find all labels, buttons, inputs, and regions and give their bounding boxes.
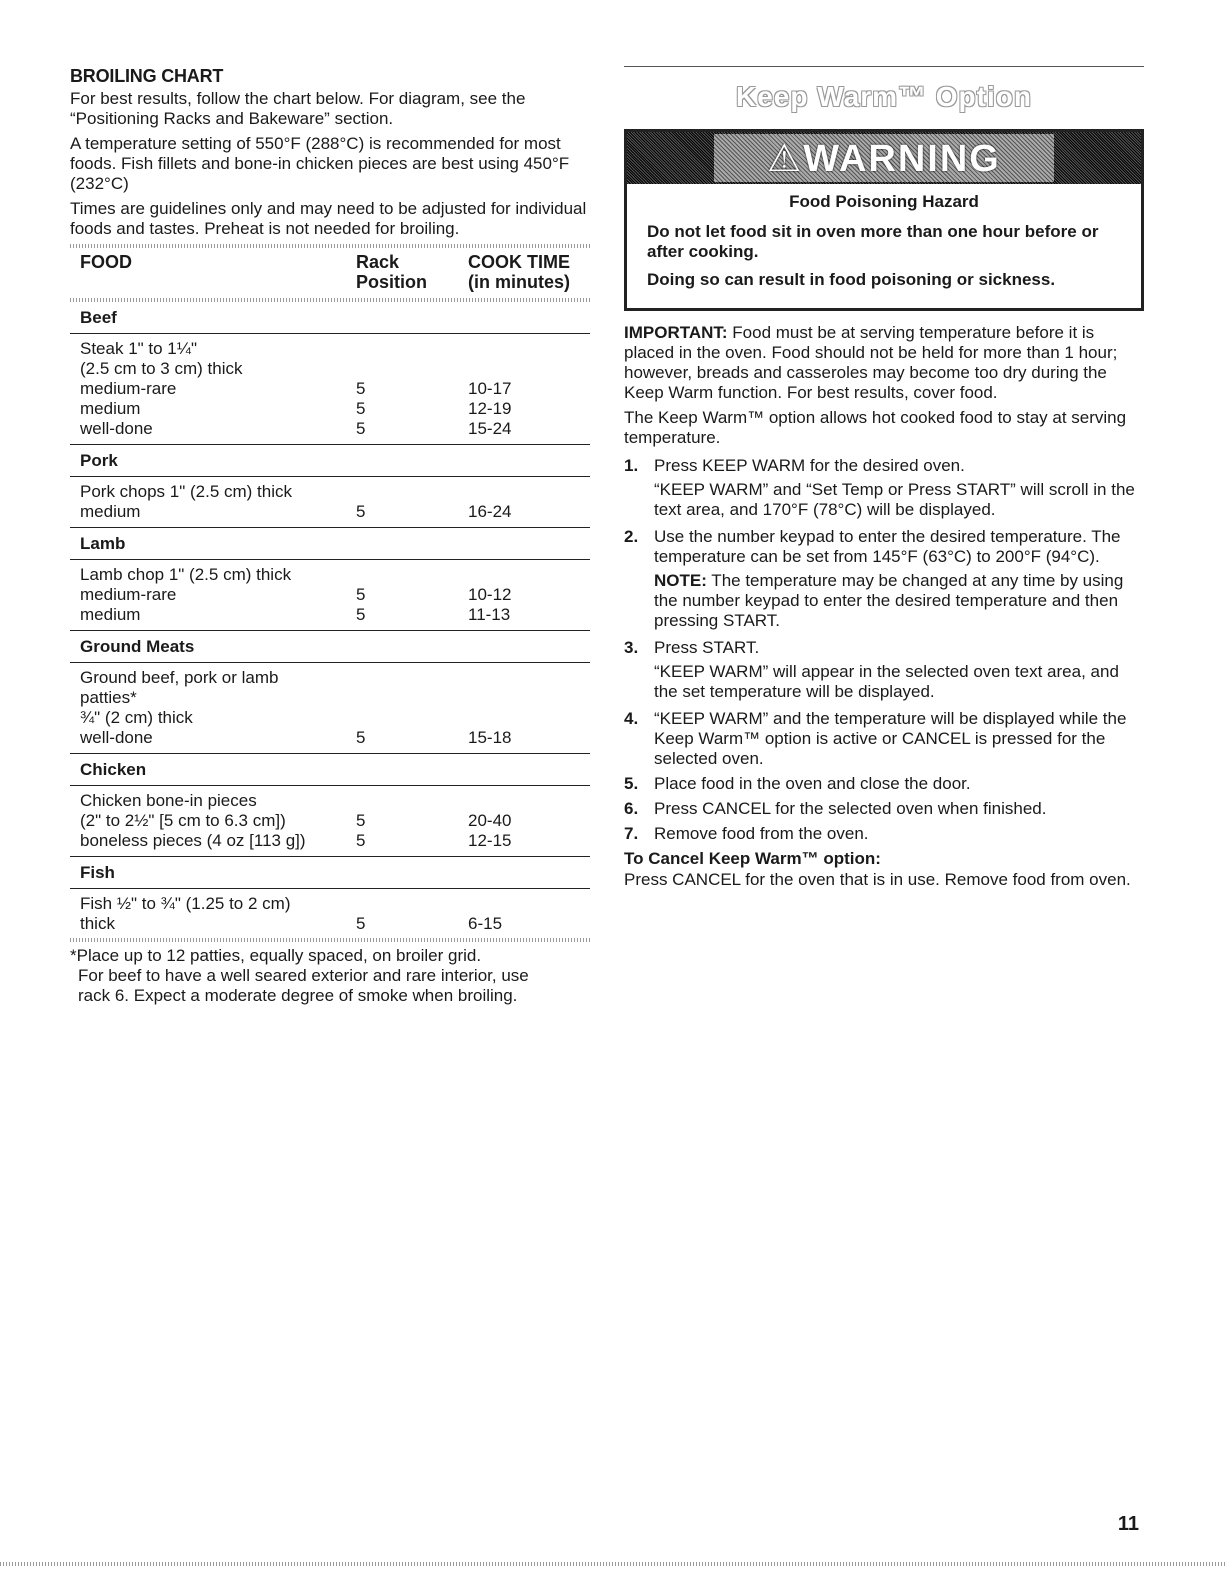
step-3-detail: “KEEP WARM” will appear in the selected oven text area, and the set temperature will be displayed. [654, 662, 1119, 701]
header-rack [356, 252, 468, 292]
important-label: IMPORTANT: [624, 323, 728, 342]
warning-hazard-title: Food Poisoning Hazard [789, 192, 979, 211]
cancel-text: Press CANCEL for the oven that is in use. Remove food from oven. [624, 870, 1131, 889]
category-chicken: Chicken [70, 754, 590, 786]
group-beef [70, 334, 590, 445]
table-row: medium 5 11-13 [80, 605, 511, 624]
header-cook-time [468, 252, 580, 292]
intro-paragraph-3: Times are guidelines only and may need to be adjusted for individual foods and tastes. Preheat is not needed for broiling. [70, 199, 587, 238]
intro-paragraph-2: A temperature setting of 550°F (288°C) is recommended for most foods. Fish fillets and bone-in chicken pieces are best using 450°F (232°C) [70, 134, 570, 193]
list-item: 1. Press KEEP WARM for the desired oven. [624, 456, 965, 475]
footnote-line-2: For beef to have a well seared exterior and rare interior, use [78, 966, 529, 985]
table-row: Fish ½" to ¾" (1.25 to 2 cm) [80, 894, 291, 913]
group-lamb [70, 560, 590, 631]
table-row: well-done 5 15-18 [80, 728, 512, 747]
table-row: (2" to 2½" [5 cm to 6.3 cm]) 5 20-40 [80, 811, 512, 830]
important-paragraph [624, 323, 1144, 403]
header-time-line2: (in minutes) [468, 272, 570, 292]
keep-warm-section [624, 66, 1144, 895]
table-row: Pork chops 1" (2.5 cm) thick [80, 482, 292, 501]
warning-banner: ⚠WARNING [714, 134, 1054, 182]
header-rack-line2: Position [356, 272, 427, 292]
table-row: Ground beef, pork or lamb [80, 668, 279, 687]
header-bottom-rule [70, 298, 590, 302]
table-row: medium 5 16-24 [80, 502, 512, 521]
group-pork [70, 477, 590, 528]
category-ground-meats: Ground Meats [70, 631, 590, 663]
footnote-line-3: rack 6. Expect a moderate degree of smoke when broiling. [78, 986, 518, 1005]
category-beef: Beef [70, 302, 590, 334]
group-ground-meats [70, 663, 590, 754]
table-footnote [70, 946, 590, 1006]
table-row: thick 5 6-15 [80, 914, 503, 933]
broiling-chart-section [70, 66, 590, 1006]
intro-paragraph-1: For best results, follow the chart below. For diagram, see the “Positioning Racks and Bakeware” section. [70, 89, 526, 128]
table-row: medium-rare 5 10-12 [80, 585, 512, 604]
list-item: 3. Press START. [624, 638, 760, 657]
step-2-note: NOTE: The temperature may be changed at any time by using the number keypad to enter the desired temperature and then pressing START. [654, 571, 1124, 630]
table-top-rule [70, 244, 590, 248]
table-row: medium 5 12-19 [80, 399, 512, 418]
category-pork: Pork [70, 445, 590, 477]
table-row: (2.5 cm to 3 cm) thick [80, 359, 243, 378]
warning-body [627, 184, 1141, 308]
table-row: Steak 1" to 1¼" [80, 339, 197, 358]
warning-header [627, 132, 1141, 184]
page-bottom-rule [0, 1562, 1225, 1566]
table-row: medium-rare 5 10-17 [80, 379, 512, 398]
warning-line-2: Doing so can result in food poisoning or sickness. [647, 270, 1056, 289]
list-item: 2. Use the number keypad to enter the desired temperature. The temperature can be set from 145°F (63°C) to 200°F (94°C). [624, 527, 1121, 566]
step-1-detail: “KEEP WARM” and “Set Temp or Press START” will scroll in the text area, and 170°F (78°C) will be displayed. [654, 480, 1135, 519]
header-rack-line1: Rack [356, 252, 400, 272]
table-row: patties* [80, 688, 137, 707]
section-top-rule [624, 66, 1144, 67]
broiling-chart-heading: BROILING CHART [70, 66, 224, 86]
table-row: Lamb chop 1" (2.5 cm) thick [80, 565, 292, 584]
keep-warm-title: Keep Warm™ Option [736, 81, 1032, 112]
group-chicken [70, 786, 590, 857]
cancel-heading: To Cancel Keep Warm™ option: [624, 849, 881, 868]
important-text: Food must be at serving temperature before it is placed in the oven. Food should not be held for more than 1 hour; however, breads and casseroles may become too dry during the Keep Warm function. For best results, cover food. [624, 323, 1118, 402]
category-lamb: Lamb [70, 528, 590, 560]
footnote-line-1: *Place up to 12 patties, equally spaced, on broiler grid. [70, 946, 482, 965]
warning-line-1: Do not let food sit in oven more than one hour before or after cooking. [647, 222, 1099, 261]
header-time-line1: COOK TIME [468, 252, 570, 272]
group-fish [70, 889, 590, 938]
list-item: 7. Remove food from the oven. [624, 824, 869, 843]
list-item: 5. Place food in the oven and close the door. [624, 774, 971, 793]
table-row: Chicken bone-in pieces [80, 791, 257, 810]
table-bottom-rule [70, 938, 590, 942]
list-item: 4. “KEEP WARM” and the temperature will be displayed while the Keep Warm™ option is active or CANCEL is pressed for the selected oven. [624, 709, 1127, 768]
steps-list [624, 456, 1144, 844]
list-item: 6. Press CANCEL for the selected oven when finished. [624, 799, 1047, 818]
table-row: well-done 5 15-24 [80, 419, 512, 438]
table-header [70, 248, 590, 298]
table-row: boneless pieces (4 oz [113 g]) 5 12-15 [80, 831, 512, 850]
table-row: ¾" (2 cm) thick [80, 708, 193, 727]
broiling-table [70, 244, 590, 942]
warning-box [624, 129, 1144, 311]
page-number: 11 [1117, 1513, 1139, 1535]
keep-warm-intro: The Keep Warm™ option allows hot cooked food to stay at serving temperature. [624, 408, 1127, 447]
header-food: FOOD [80, 252, 132, 272]
category-fish: Fish [70, 857, 590, 889]
